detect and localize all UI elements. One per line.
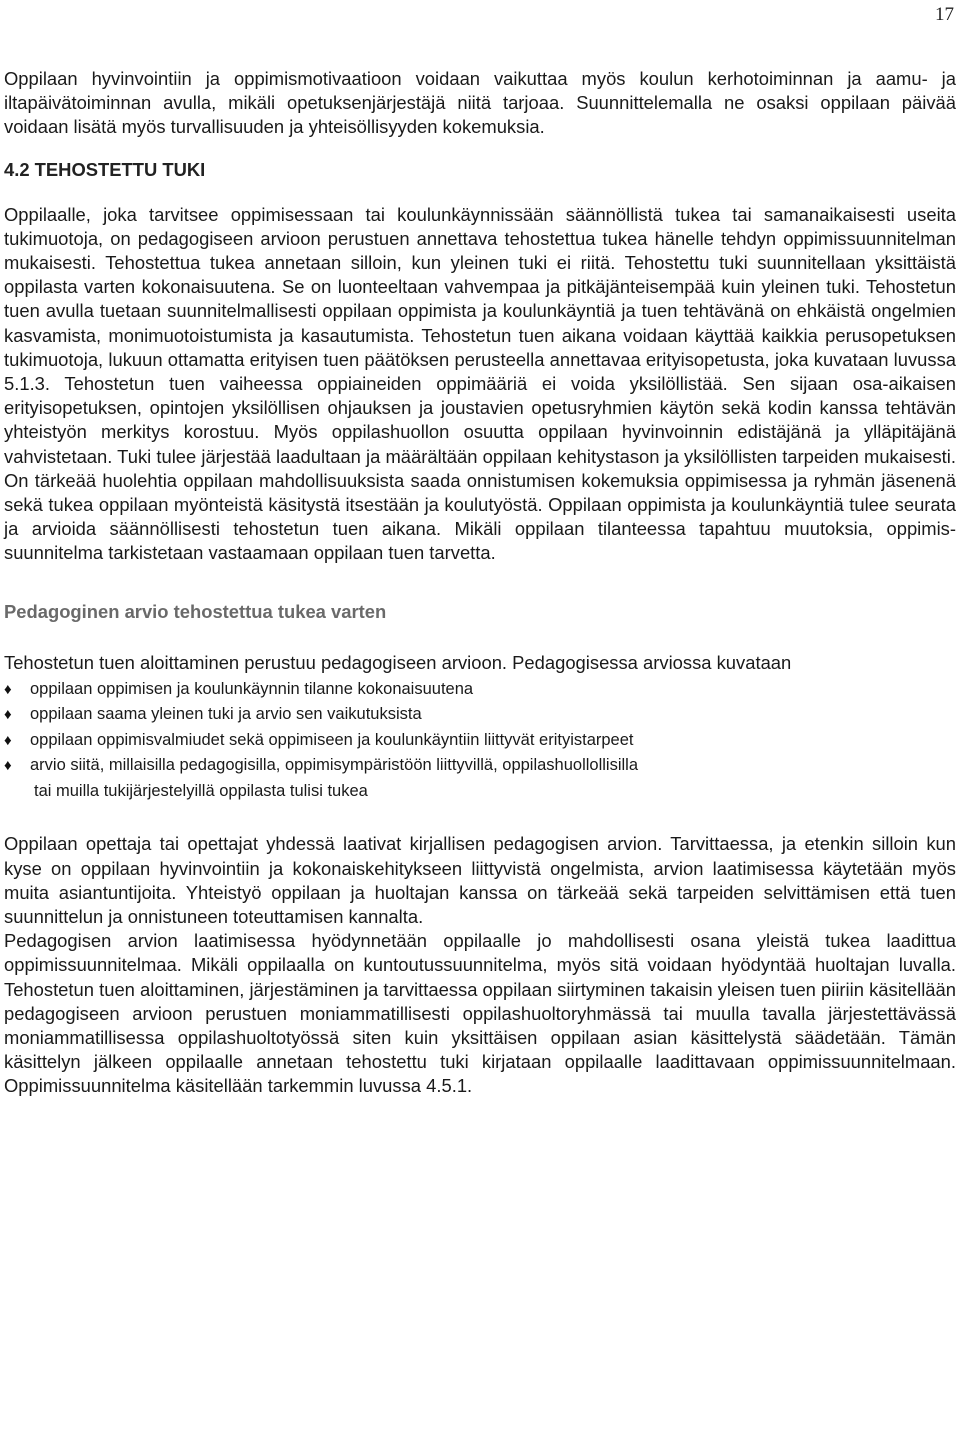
diamond-bullet-icon: ♦ xyxy=(4,731,12,749)
diamond-bullet-icon: ♦ xyxy=(4,706,12,724)
list-item-continuation: tai muilla tukijärjestelyillä oppilasta tulisi tukea xyxy=(34,781,368,800)
intro-paragraph: Oppilaan hyvinvointiin ja oppimismotivaatioon voidaan vaikuttaa myös koulun kerhotoiminnan ja aamu- ja iltapäivätoiminnan avulla, mikäli opetuksenjärjestäjä niitä tarjoaa. Suunnittelemalla ne osaksi oppilaan päivää voidaan lisätä myös turvallisuuden ja yhteisöllisyyden kokemuksia. xyxy=(4,68,956,138)
list-item-text: oppilaan oppimisvalmiudet sekä oppimiseen ja koulunkäyntiin liittyvät erityistarpeet xyxy=(30,730,634,749)
document-body xyxy=(4,67,956,1099)
sub-heading: Pedagoginen arvio tehostettua tukea varten xyxy=(4,600,387,622)
list-lead-paragraph: Tehostetun tuen aloittaminen perustuu pedagogiseen arvioon. Pedagogisessa arviossa kuvataan xyxy=(4,651,792,673)
section-heading: 4.2 TEHOSTETTU TUKI xyxy=(4,158,206,180)
main-paragraph: Oppilaalle, joka tarvitsee oppimisessaan tai koulunkäynnissään säännöllistä tukea tai samanaikaisesti useita tukimuotoja, on pedagogiseen arvioon perustuen annettava tehostettua tukea hänelle tehdyn oppimissuunnitelman mukaisesti. Tehostettua tukea annetaan silloin, kun yleinen tuki ei riitä. Tehostettu tuki suunnitellaan yksittäistä oppilasta varten kokonaisuutena. Se on luonteeltaan vahvempaa ja pitkäjänteisempää kuin yleinen tuki. Tehostetun tuen avulla tuetaan suunnitelmallisesti oppilaan oppimista ja koulunkäyntiä ja tuen tehtävänä on ehkäistä ongelmien kasvamista, monimuotoistumista ja kasautumista. Tehostetun tuen aikana voidaan käyttää kaikkia perusopetuksen tukimuotoja, lukuun ottamatta erityisen tuen päätöksen perusteella annettavaa erityisopetusta, joka kuvataan luvussa 5.1.3. Tehostetun tuen vaiheessa oppiaineiden oppimääriä ei voida yksilöllistää. Sen sijaan osa-aikaisen erityisopetuksen, opintojen yksilöllisen ohjauksen ja joustavien opetusryhmien käytön sekä kodin kanssa tehtävän yhteistyön merkitys korostuu. Myös oppilashuollon osuutta oppilaan hyvinvoinnin edistäjänä ja ylläpitäjänä vahvistetaan. Tuki tulee järjestää laadultaan ja määrältään oppilaan kehitystason ja yksilöllisten tarpeiden mukaisesti. On tärkeää huolehtia oppilaan mahdollisuuksista saada onnistumisen kokemuksia oppimisessa ja ryhmän jäsenenä sekä tukea oppilaan myönteistä käsitystä itsestään ja koulutyöstä. Oppilaan oppimista ja koulunkäyntiä tulee seurata ja arvioida säännöllisesti tehostetun tuen aikana. Mikäli oppilaan tilanteessa tapahtuu muutoksia, oppimissuunnitelma tarkistetaan vastaamaan oppilaan tuen tarvetta. xyxy=(4,203,956,564)
list-item-text: oppilaan oppimisen ja koulunkäynnin tilanne kokonaisuutena xyxy=(30,679,474,698)
bullet-list xyxy=(4,677,956,805)
list-item xyxy=(4,677,956,703)
list-item xyxy=(4,753,956,804)
list-item xyxy=(4,728,956,754)
list-item-text: oppilaan saama yleinen tuki ja arvio sen vaikutuksista xyxy=(30,705,422,724)
list-item-text: arvio siitä, millaisilla pedagogisilla, oppimisympäristöön liittyvillä, oppilashuollollisilla xyxy=(30,756,639,775)
body-paragraph: Pedagogisen arvion laatimisessa hyödynnetään oppilaalle jo mahdollisesti osana yleistä tukea laadittua oppimissuunnitelmaa. Mikäli oppilaalla on kuntoutussuunnitelma, myös sitä voidaan hyödyntää huoltajan luvalla. Tehostetun tuen aloittaminen, järjestäminen ja tarvittaessa oppilaan siirtyminen takaisin yleisen tuen piiriin käsitellään pedagogiseen arvioon perustuen moniammatillisesti oppilashuoltoryhmässä tai muulla tavalla järjestettävässä moniammatillisessa oppilashuoltotyössä siten kuin yksittäisen oppilaan asian käsittelystä säädetään. Tämän käsittelyn jälkeen oppilaalle annetaan tehostettu tuki kirjataan oppilaalle laadittavaan oppimissuunnitelmaan. Oppimissuunnitelma käsitellään tarkemmin luvussa 4.5.1. xyxy=(4,930,956,1097)
diamond-bullet-icon: ♦ xyxy=(4,757,12,775)
list-item xyxy=(4,702,956,728)
diamond-bullet-icon: ♦ xyxy=(4,680,12,698)
body-paragraph: Oppilaan opettaja tai opettajat yhdessä laativat kirjallisen pedagogisen arvion. Tarvittaessa, ja etenkin silloin kun kyse on oppilaan hyvinvointiin ja kokonaiskehitykseen liittyvistä ongelmista, arvion laatimisessa käytetään myös muita asiantuntijoita. Yhteistyö oppilaan ja huoltajan kanssa on tärkeää sekä tarpeiden selvittämisen että tuen suunnittelun ja onnistuneen toteuttamisen kannalta. xyxy=(4,833,956,927)
page-number: 17 xyxy=(935,4,954,25)
